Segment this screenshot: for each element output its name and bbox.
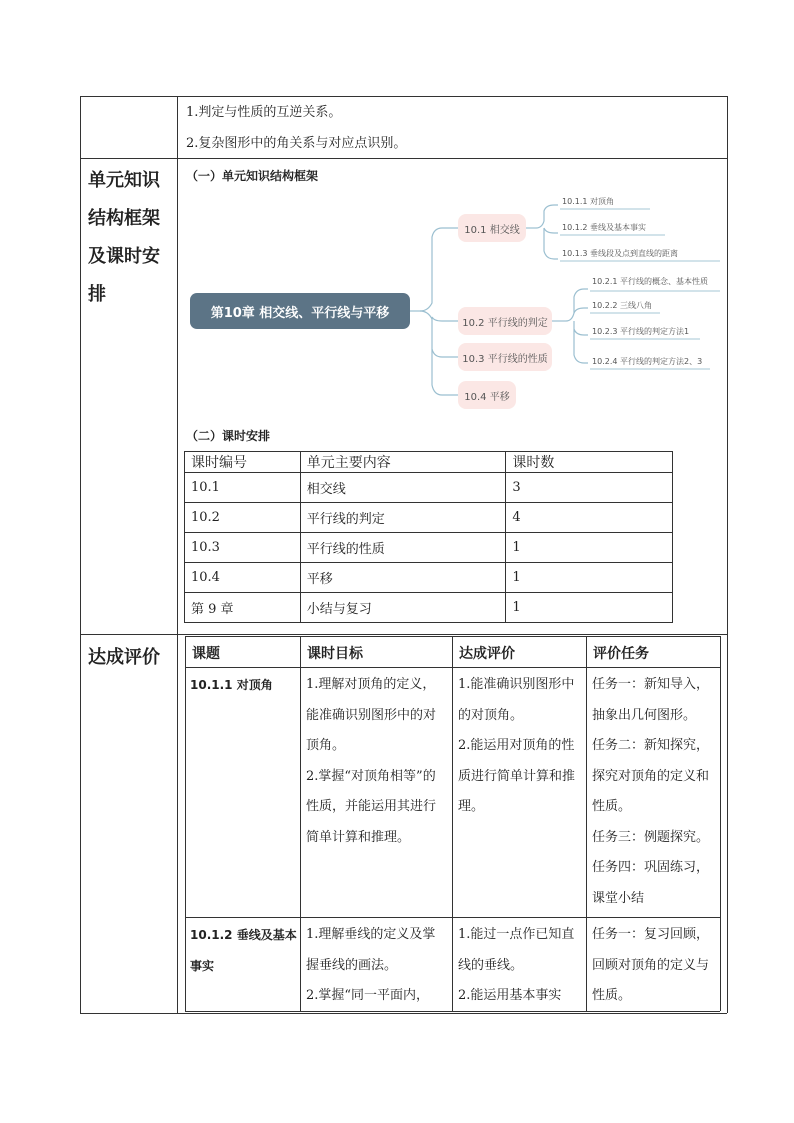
top-line-1: 1.判定与性质的互逆关系。 xyxy=(186,105,342,120)
table-cell: 小结与复习 xyxy=(300,593,506,623)
schedule-table xyxy=(184,451,673,623)
eval-text: 2.能运用对顶角的性质进行简单计算和推理。 xyxy=(458,738,576,814)
table-cell: 10.3 xyxy=(185,533,301,563)
table-cell: 3 xyxy=(506,473,673,503)
eval-text: 1.能过一点作已知直线的垂线。 xyxy=(458,927,575,973)
eval-text: 2.能运用基本事实 xyxy=(458,988,562,1003)
heading-line: 排 xyxy=(88,284,106,305)
table-cell: 10.1 xyxy=(185,473,301,503)
table-cell: 第 9 章 xyxy=(185,593,301,623)
eval-header-goal: 课时目标 xyxy=(307,646,363,662)
eval-row2-goal xyxy=(306,920,448,1012)
table-header-cell: 单元主要内容 xyxy=(300,452,506,473)
mindmap-leaf: 10.1.2 垂线及基本事实 xyxy=(562,223,646,232)
mindmap-section-10-2: 10.2 平行线的判定 xyxy=(458,307,552,335)
eval-text: 1.能准确识别图形中的对顶角。 xyxy=(458,677,575,723)
section-heading-structure xyxy=(88,162,174,314)
table-cell: 平行线的性质 xyxy=(300,533,506,563)
mindmap-root: 第10章 相交线、平行线与平移 xyxy=(190,293,410,329)
mindmap-section-10-4: 10.4 平移 xyxy=(458,381,516,409)
task-text: 任务三：例题探究。 xyxy=(592,829,710,845)
eval-grid-line xyxy=(185,636,186,1011)
eval-row1-topic: 10.1.1 对顶角 xyxy=(190,678,273,692)
task-text: 任务二：新知探究，探究对顶角的定义和性质。 xyxy=(592,738,710,814)
eval-row2-topic: 10.1.2 垂线及基本事实 xyxy=(190,928,297,973)
table-cell: 10.2 xyxy=(185,503,301,533)
subsection-title-schedule: （二）课时安排 xyxy=(186,429,271,443)
task-text: 任务一：复习回顾，回顾对顶角的定义与性质。 xyxy=(592,927,710,1003)
eval-header-eval: 达成评价 xyxy=(459,646,515,662)
goal-text: 2.掌握“同一平面内， xyxy=(306,988,430,1003)
table-row xyxy=(185,563,673,593)
table-row xyxy=(185,473,673,503)
table-cell: 相交线 xyxy=(300,473,506,503)
heading-line: 结构框架 xyxy=(88,208,160,229)
table-row xyxy=(185,533,673,563)
table-header-row xyxy=(185,452,673,473)
eval-row2-eval xyxy=(458,920,582,1012)
table-cell: 平行线的判定 xyxy=(300,503,506,533)
eval-grid-line xyxy=(300,636,301,1011)
frame-right-line xyxy=(727,96,728,1013)
table-header-cell: 课时数 xyxy=(506,452,673,473)
eval-grid-line xyxy=(720,636,721,1011)
frame-bottom-line xyxy=(80,1013,727,1014)
eval-row2-tasks xyxy=(592,920,716,1012)
eval-header-topic: 课题 xyxy=(192,646,220,662)
table-cell: 平移 xyxy=(300,563,506,593)
mindmap-leaf: 10.2.2 三线八角 xyxy=(592,301,652,310)
frame-left-line xyxy=(80,96,81,1013)
table-header-cell: 课时编号 xyxy=(185,452,301,473)
subsection-title-framework: （一）单元知识结构框架 xyxy=(186,169,319,183)
table-cell: 1 xyxy=(506,593,673,623)
mindmap-leaf: 10.2.4 平行线的判定方法2、3 xyxy=(592,357,703,366)
eval-grid-line xyxy=(452,636,453,1011)
frame-mid-line xyxy=(177,96,178,1013)
table-cell: 10.4 xyxy=(185,563,301,593)
table-cell: 1 xyxy=(506,533,673,563)
eval-row1-eval xyxy=(458,670,582,823)
mindmap-section-10-1: 10.1 相交线 xyxy=(458,214,526,242)
goal-text: 1.理解对顶角的定义，能准确识别图形中的对顶角。 xyxy=(306,677,437,753)
top-line-2: 2.复杂图形中的角关系与对应点识别。 xyxy=(186,136,407,151)
goal-text: 1.理解垂线的定义及掌握垂线的画法。 xyxy=(306,927,436,973)
mindmap-leaf: 10.2.3 平行线的判定方法1 xyxy=(592,327,690,336)
task-text: 任务一：新知导入，抽象出几何图形。 xyxy=(592,677,710,723)
eval-grid-line xyxy=(586,636,587,1011)
goal-text: 2.掌握“对顶角相等”的性质，并能运用其进行简单计算和推理。 xyxy=(306,768,437,845)
table-row xyxy=(185,503,673,533)
mindmap-leaf: 10.1.1 对顶角 xyxy=(562,197,614,206)
table-row xyxy=(185,593,673,623)
mindmap-leaf: 10.2.1 平行线的概念、基本性质 xyxy=(592,277,708,286)
table-cell: 1 xyxy=(506,563,673,593)
table-cell: 4 xyxy=(506,503,673,533)
eval-row1-goal xyxy=(306,670,448,853)
section-heading-evaluation: 达成评价 xyxy=(88,647,160,668)
mindmap xyxy=(180,185,725,415)
task-text: 任务四：巩固练习，课堂小结 xyxy=(592,860,710,906)
eval-header-tasks: 评价任务 xyxy=(593,646,649,662)
mindmap-leaf: 10.1.3 垂线段及点到直线的距离 xyxy=(562,249,678,258)
heading-line: 单元知识 xyxy=(88,170,160,191)
eval-row1-tasks xyxy=(592,670,716,914)
mindmap-section-10-3: 10.3 平行线的性质 xyxy=(458,343,552,371)
heading-line: 及课时安 xyxy=(88,246,160,267)
